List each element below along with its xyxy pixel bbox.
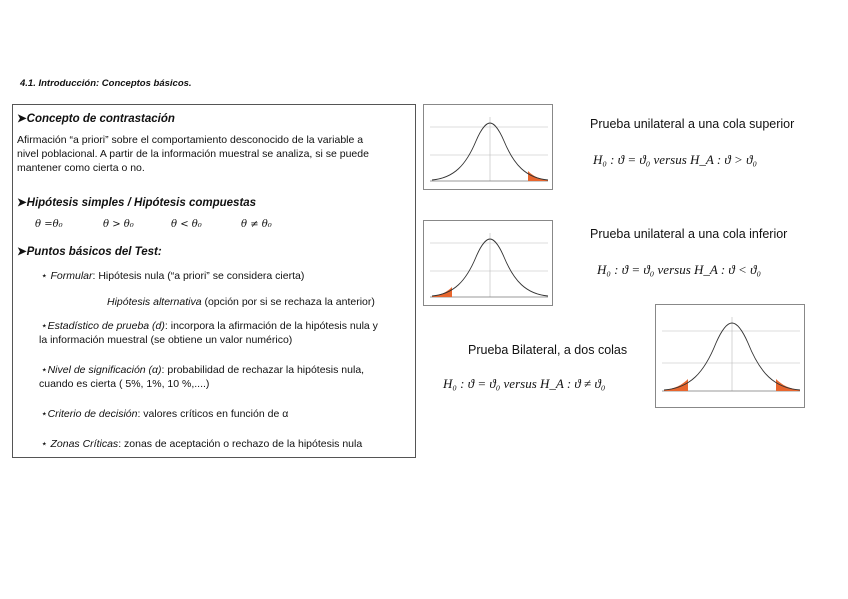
formula-bilateral: H₀ : ϑ = ϑ₀ versus H_A : ϑ ≠ ϑ₀ — [443, 376, 606, 391]
expr-greater: θ > θ₀ — [103, 219, 134, 230]
expr-not-equal: θ ≠ θ₀ — [241, 219, 272, 230]
chart-lower-tail — [423, 220, 553, 306]
caption-lower-tail: Prueba unilateral a una cola inferior — [590, 227, 788, 241]
curve-upper-tail — [424, 105, 552, 189]
item-nivel: ⋆Nivel de significación (α): probabilidad de rechazar la hipótesis nula, cuando es cierta ( 5%, 1%, 10 %,....) — [39, 364, 365, 390]
section-contrastacion-heading: ➤Concepto de contrastación — [17, 113, 175, 125]
curve-bilateral — [656, 305, 804, 407]
formula-lower-tail: H₀ : ϑ = ϑ₀ versus H_A : ϑ < ϑ₀ — [597, 262, 761, 277]
chart-upper-tail — [423, 104, 553, 190]
expr-equal: θ =θ₀ — [35, 219, 63, 230]
formula-upper-tail: H₀ : ϑ = ϑ₀ versus H_A : ϑ > ϑ₀ — [593, 152, 757, 167]
star-icon: ⋆ — [41, 364, 48, 376]
item-formular: ⋆ Formular: Hipótesis nula (“a priori” se considera cierta) — [41, 270, 305, 282]
page-title: 4.1. Introducción: Conceptos básicos. — [20, 78, 192, 89]
hypothesis-expressions — [13, 219, 417, 235]
item-alternativa: Hipótesis alternativa (opción por si se rechaza la anterior) — [107, 296, 375, 308]
item-criterio: ⋆Criterio de decisión: valores críticos en función de α — [41, 408, 289, 420]
star-icon: ⋆ — [41, 438, 51, 450]
chart-bilateral — [655, 304, 805, 408]
caption-upper-tail: Prueba unilateral a una cola superior — [590, 117, 795, 131]
section-contrastacion-text: Afirmación “a priori” sobre el comportamiento desconocido de la variable a nivel poblacional. A partir de la información muestral se analiza, si se puede mantener como cierta o no. — [17, 134, 369, 174]
section-hipotesis-heading: ➤Hipótesis simples / Hipótesis compuestas — [17, 197, 257, 209]
star-icon: ⋆ — [41, 408, 48, 420]
expr-less: θ < θ₀ — [171, 219, 202, 230]
curve-lower-tail — [424, 221, 552, 305]
star-icon: ⋆ — [41, 270, 51, 282]
concepts-box — [12, 104, 416, 458]
item-zonas: ⋆ Zonas Críticas: zonas de aceptación o rechazo de la hipótesis nula — [41, 438, 363, 450]
item-estadistico: ⋆Estadístico de prueba (d): incorpora la afirmación de la hipótesis nula y la información muestral (se obtiene un valor numérico) — [39, 320, 378, 346]
caption-bilateral: Prueba Bilateral, a dos colas — [468, 343, 628, 357]
star-icon: ⋆ — [41, 320, 48, 332]
section-test-heading: ➤Puntos básicos del Test: — [17, 246, 162, 258]
